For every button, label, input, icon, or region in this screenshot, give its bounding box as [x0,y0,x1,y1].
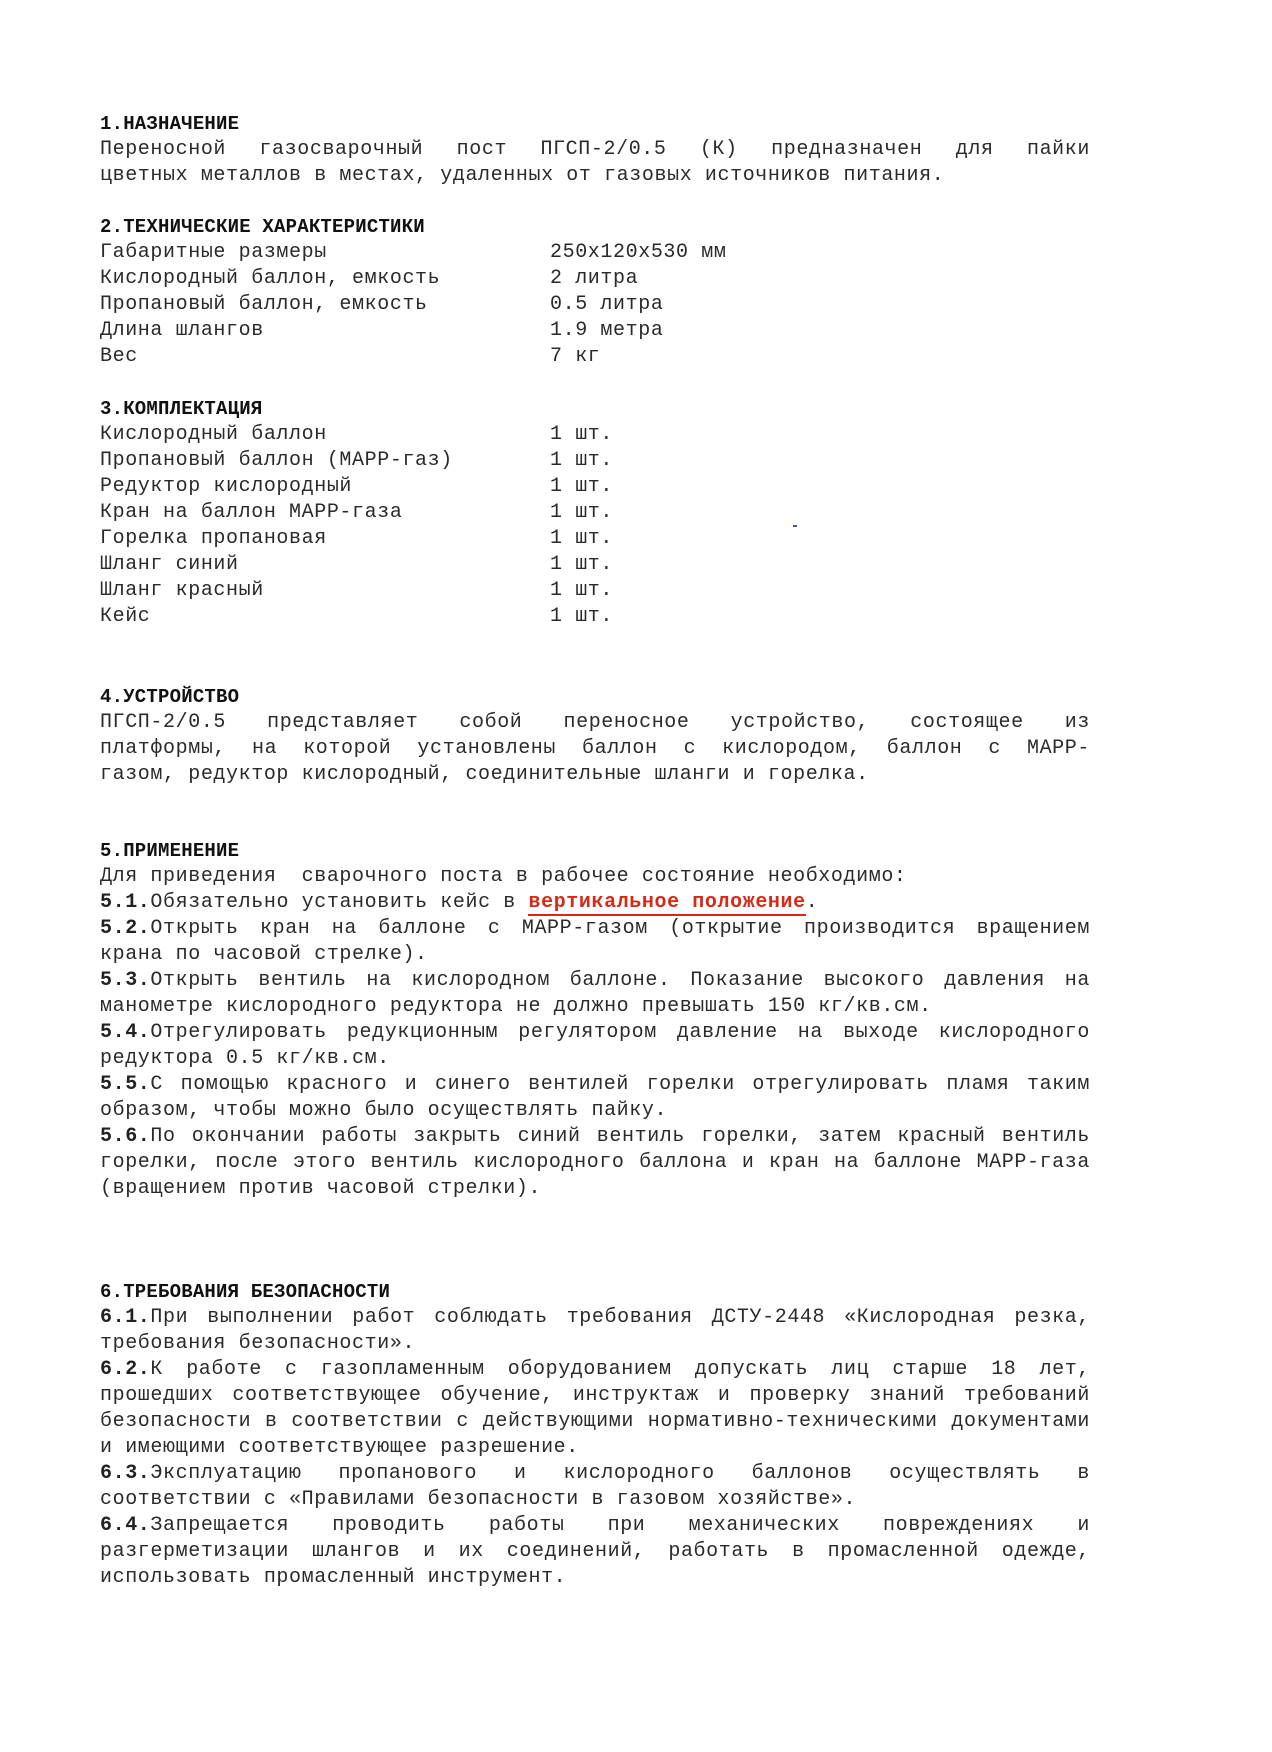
safety-rule [100,1513,1090,1591]
spec-value: 7 кг [550,345,601,368]
contents-row [100,526,1090,552]
section-title: 2.ТЕХНИЧЕСКИЕ ХАРАКТЕРИСТИКИ [100,216,425,238]
contents-qty: 1 шт. [550,501,614,524]
section-specs [100,214,1090,370]
contents-qty: 1 шт. [550,553,614,576]
step-number: 5.1. [100,891,151,914]
usage-step [100,1124,1090,1202]
section-safety [100,1279,1090,1591]
spec-row [100,318,1090,344]
step-number: 5.3. [100,969,151,992]
rule-number: 6.3. [100,1462,151,1485]
contents-qty: 1 шт. [550,423,614,446]
spec-label: Вес [100,345,138,368]
contents-label: Редуктор кислородный [100,475,353,498]
spec-label: Длина шлангов [100,319,264,342]
spec-value: 2 литра [550,267,639,290]
step-text: Открыть кран на баллоне с МАРР-газом (открытие производится вращением крана по часовой стрелке). [100,917,1090,966]
specs-table [100,240,1090,370]
step-number: 5.4. [100,1021,151,1044]
step-text: По окончании работы закрыть синий вентиль горелки, затем красный вентиль горелки, после этого вентиль кислородного баллона и кран на баллоне МАРР-газа (вращением против часовой стрелки). [100,1125,1090,1200]
spec-label: Кислородный баллон, емкость [100,267,441,290]
spec-label: Габаритные размеры [100,241,327,264]
paragraph-line: платформы, на которой установлены баллон с кислородом, баллон с МАРР- [100,737,1090,760]
contents-label: Горелка пропановая [100,527,327,550]
spec-row [100,240,1090,266]
contents-qty: 1 шт. [550,579,614,602]
section-usage [100,838,1090,1202]
spec-row [100,266,1090,292]
section-title: 6.ТРЕБОВАНИЯ БЕЗОПАСНОСТИ [100,1281,391,1303]
paragraph-line: Переносной газосварочный пост ПГСП-2/0.5 (К) предназначен для пайки [100,138,1090,161]
paragraph-line: газом, редуктор кислородный, соединительные шланги и горелка. [100,763,869,786]
rule-text: При выполнении работ соблюдать требования ДСТУ-2448 «Кислородная резка, требования безопасности». [100,1306,1090,1355]
safety-rule [100,1461,1090,1513]
safety-rule [100,1305,1090,1357]
spec-value: 1.9 метра [550,319,664,342]
usage-step [100,916,1090,968]
contents-row [100,422,1090,448]
spec-row [100,344,1090,370]
section-contents [100,396,1090,630]
contents-table [100,422,1090,630]
contents-label: Шланг красный [100,579,264,602]
contents-label: Кран на баллон МАРР-газа [100,501,403,524]
step-number: 5.6. [100,1125,151,1148]
section-purpose [100,111,1090,189]
usage-intro: Для приведения сварочного поста в рабочее состояние необходимо: [100,865,907,888]
step-text: С помощью красного и синего вентилей горелки отрегулировать пламя таким образом, чтобы можно было осуществлять пайку. [100,1073,1090,1122]
contents-label: Кейс [100,605,151,628]
contents-row [100,604,1090,630]
paragraph-line: ПГСП-2/0.5 представляет собой переносное устройство, состоящее из [100,711,1090,734]
step-text: Отрегулировать редукционным регулятором давление на выходе кислородного редуктора 0.5 кг/кв.см. [100,1021,1090,1070]
step-number: 5.5. [100,1073,151,1096]
spec-label: Пропановый баллон, емкость [100,293,428,316]
highlighted-warning: вертикальное положение [528,891,806,914]
contents-qty: 1 шт. [550,605,614,628]
rule-number: 6.2. [100,1358,151,1381]
spec-value: 0.5 литра [550,293,664,316]
section-title: 5.ПРИМЕНЕНИЕ [100,840,240,862]
rule-text: К работе с газопламенным оборудованием допускать лиц старше 18 лет, прошедших соответствующее обучение, инструктаж и проверку знаний требований безопасности в соответствии с действующими нормативно-техническими документами и имеющими соответствующее разрешение. [100,1358,1090,1459]
contents-row [100,474,1090,500]
section-title: 3.КОМПЛЕКТАЦИЯ [100,398,263,420]
safety-rule [100,1357,1090,1461]
step-number: 5.2. [100,917,151,940]
usage-step [100,1020,1090,1072]
section-device [100,684,1090,788]
rule-text: Эксплуатацию пропанового и кислородного баллонов осуществлять в соответствии с «Правилами безопасности в газовом хозяйстве». [100,1462,1090,1511]
rule-number: 6.4. [100,1514,151,1537]
usage-step [100,890,1090,916]
usage-step [100,1072,1090,1124]
paragraph-line: цветных металлов в местах, удаленных от газовых источников питания. [100,164,945,187]
contents-label: Шланг синий [100,553,239,576]
contents-row [100,552,1090,578]
contents-row [100,578,1090,604]
scan-speck [793,525,797,527]
rule-text: Запрещается проводить работы при механических повреждениях и разгерметизации шлангов и их соединений, работать в промасленной одежде, использовать промасленный инструмент. [100,1514,1090,1589]
section-title: 4.УСТРОЙСТВО [100,686,240,708]
spec-value: 250х120х530 мм [550,241,727,264]
contents-label: Кислородный баллон [100,423,327,446]
spec-row [100,292,1090,318]
contents-qty: 1 шт. [550,449,614,472]
contents-qty: 1 шт. [550,475,614,498]
step-text: Открыть вентиль на кислородном баллоне. Показание высокого давления на манометре кислородного редуктора не должно превышать 150 кг/кв.см. [100,969,1090,1018]
usage-step [100,968,1090,1020]
step-end: . [805,891,819,914]
contents-row [100,448,1090,474]
step-text: Обязательно установить кейс в [150,891,529,914]
contents-label: Пропановый баллон (МАРР-газ) [100,449,453,472]
section-title: 1.НАЗНАЧЕНИЕ [100,113,240,135]
contents-qty: 1 шт. [550,527,614,550]
contents-row [100,500,1090,526]
rule-number: 6.1. [100,1306,151,1329]
